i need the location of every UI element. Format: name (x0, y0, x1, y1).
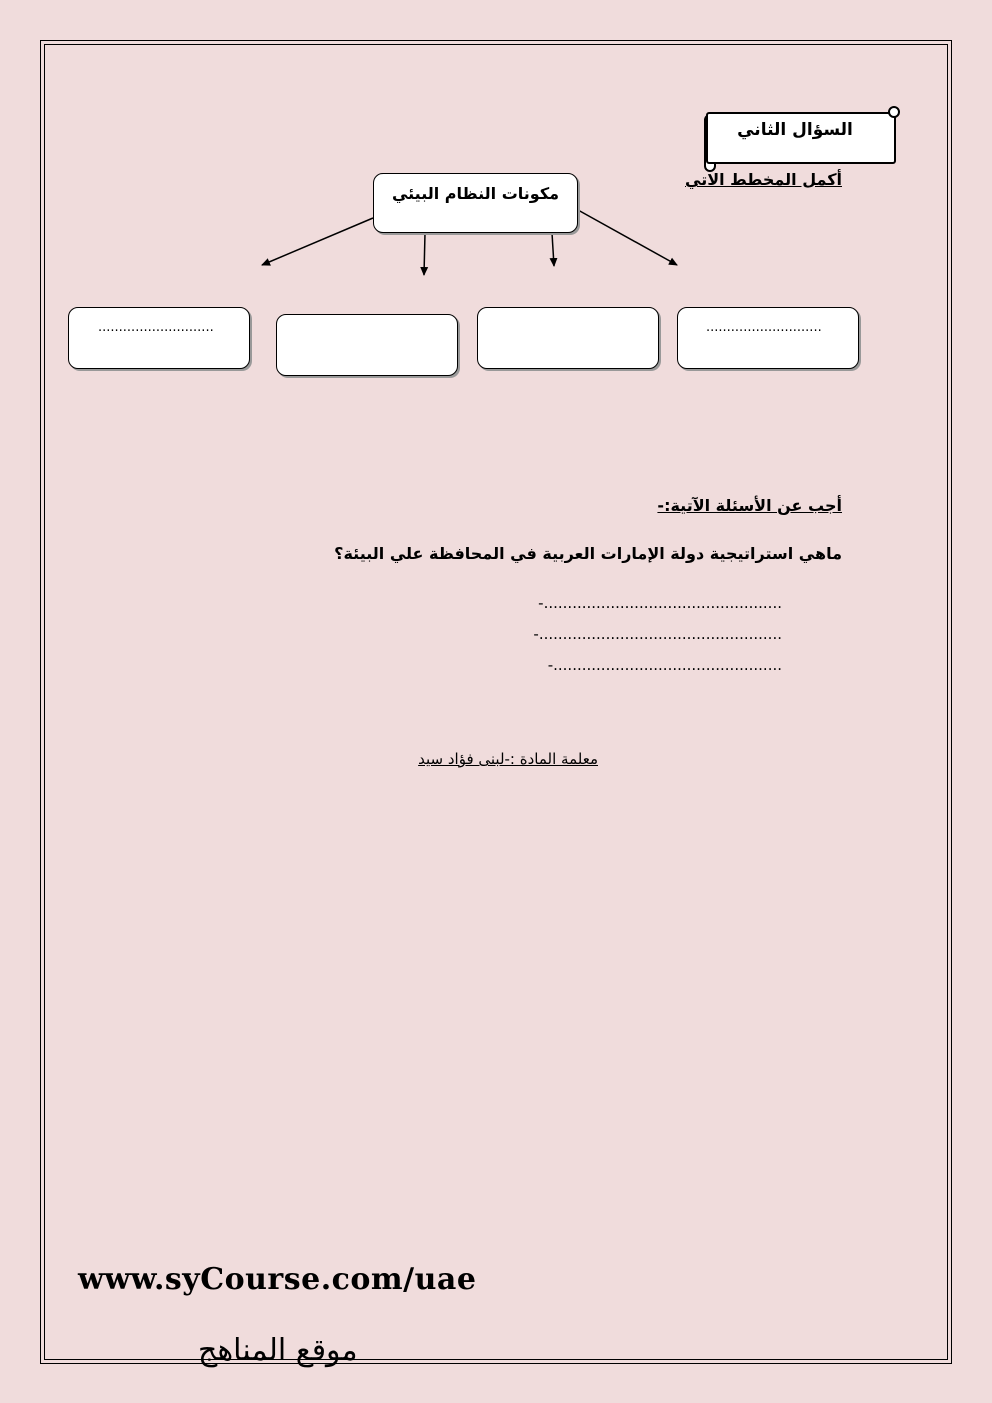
center-node-label: مكونات النظام البيئي (391, 184, 560, 203)
instruction-text: أكمل المخطط الاتي (685, 170, 842, 189)
question-1-text: ماهي استراتيجية دولة الإمارات العربية في المحافظة علي البيئة؟ (334, 544, 842, 563)
component-box-2[interactable] (276, 314, 458, 376)
component-box-3[interactable] (477, 307, 659, 369)
answer-line-1[interactable]: -.................................................. (538, 594, 782, 612)
arrow-4 (578, 210, 677, 265)
answer-line-2[interactable]: -................................................... (533, 625, 782, 643)
component-box-4-dots: ............................ (706, 320, 822, 335)
component-box-1[interactable] (68, 307, 250, 369)
component-box-1-dots: ............................ (98, 320, 214, 335)
answer-line-3[interactable]: -................................................ (547, 656, 782, 674)
website-url: www.syCourse.com/uae (78, 1262, 477, 1297)
questions-heading: أجب عن الأسئلة الآتية:- (657, 496, 842, 515)
arrow-1 (262, 218, 373, 265)
arrow-2 (424, 233, 425, 275)
component-box-4[interactable] (677, 307, 859, 369)
question-title: السؤال الثاني (737, 120, 853, 140)
center-node-box (373, 173, 578, 233)
site-name-arabic: موقع المناهج (198, 1333, 358, 1368)
teacher-name: معلمة المادة :-لبنى فؤاد سيد (418, 750, 598, 768)
arrow-3 (552, 233, 554, 266)
